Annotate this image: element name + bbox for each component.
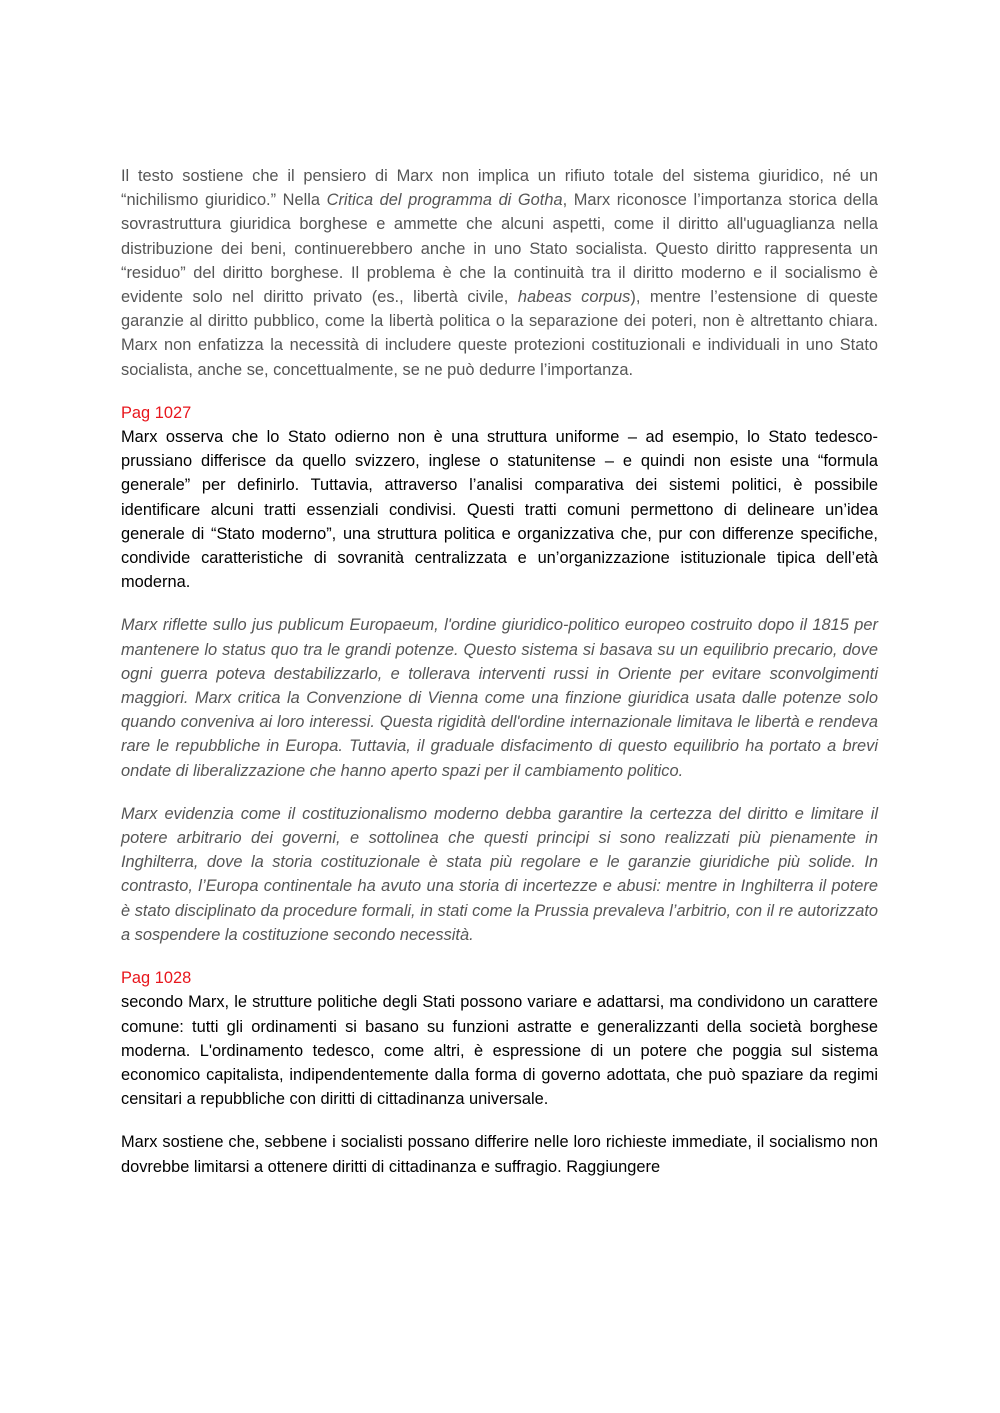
paragraph-modern-state: Marx osserva che lo Stato odierno non è una struttura uniforme – ad esempio, lo Stato tedesco-prussiano differisce da quello svizzero, inglese o statunitense – e quindi non esiste una “formula generale” per definirlo. Tuttavia, attraverso l’analisi comparativa dei sistemi politici, è possibile identificare alcuni tratti essenziali condivisi. Questi tratti comuni permettono di delineare un’idea generale di “Stato moderno”, una struttura politica e organizzativa che, pur con differenze specifiche, condivide caratteristiche di sovranità centralizzata e un’organizzazione istituzionale tipica dell’età moderna. [121, 428, 878, 592]
spacer [121, 382, 878, 401]
page-label-1027: Pag 1027 [121, 403, 192, 422]
paragraph-marx-legal-nihilism [121, 164, 878, 382]
paragraph-1-part-2: , Marx riconosce l’importanza storica della sovrastruttura giuridica borghese e ammette che alcuni aspetti, come il diritto all'uguaglianza nella distribuzione dei beni, continuerebbero anche in uno Stato socialista. Questo diritto rappresenta un “residuo” del diritto borghese. Il problema è che la continuità tra il diritto moderno e il socialismo è evidente solo nel diritto privato (es., libertà civile, [121, 191, 879, 307]
document-page [121, 164, 878, 1179]
paragraph-1-part-3: ), mentre l’estensione di queste garanzie al diritto pubblico, come la libertà politica o la separazione dei poteri, non è altrettanto chiara. Marx non enfatizza la necessità di includere queste protezioni costituzionali e individuali in uno Stato socialista, anche se, concettualmente, se ne può dedurre l’importanza. [121, 288, 878, 379]
spacer [121, 1111, 878, 1130]
gotha-title: Critica del programma di Gotha [326, 191, 563, 210]
spacer [121, 783, 878, 802]
spacer [121, 594, 878, 613]
habeas-corpus-term: habeas corpus [517, 288, 631, 307]
paragraph-socialism-demands: Marx sostiene che, sebbene i socialisti possano differire nelle loro richieste immediate, il socialismo non dovrebbe limitarsi a ottenere diritti di cittadinanza e suffragio. Raggiungere [121, 1133, 878, 1176]
page-label-1028: Pag 1028 [121, 969, 192, 988]
paragraph-1-part-1: Il testo sostiene che il pensiero di Marx non implica un rifiuto totale del sistema giuridico, né un “nichilismo giuridico.” Nella [121, 167, 878, 210]
spacer [121, 947, 878, 966]
paragraph-jus-publicum: Marx riflette sullo jus publicum Europaeum, l'ordine giuridico-politico europeo costruito dopo il 1815 per mantenere lo status quo tra le grandi potenze. Questo sistema si basava su un equilibrio precario, dove ogni guerra poteva destabilizzarlo, e tollerava interventi russi in Oriente per evitare sconvolgimenti maggiori. Marx critica la Convenzione di Vienna come una finzione giuridica usata dalle potenze solo quando conveniva ai loro interessi. Questa rigidità dell'ordine internazionale limitava le libertà e rendeva rare le repubbliche in Europa. Tuttavia, il graduale disfacimento di questo equilibrio ha portato a brevi ondate di liberalizzazione che hanno aperto spazi per il cambiamento politico. [121, 616, 878, 780]
paragraph-constitutionalism: Marx evidenzia come il costituzionalismo moderno debba garantire la certezza del diritto e limitare il potere arbitrario dei governi, e sottolinea che questi principi si sono realizzati più pienamente in Inghilterra, dove la storia costituzionale è stata più regolare e le garanzie giuridiche più solide. In contrasto, l’Europa continentale ha avuto una storia di incertezze e abusi: mentre in Inghilterra il potere è stato disciplinato da procedure formali, in stati come la Prussia prevaleva l’arbitrio, con il re autorizzato a sospendere la costituzione secondo necessità. [121, 804, 878, 944]
paragraph-political-structures: secondo Marx, le strutture politiche degli Stati possono variare e adattarsi, ma condividono un carattere comune: tutti gli ordinamenti si basano su funzioni astratte e generalizzanti della società borghese moderna. L'ordinamento tedesco, come altri, è espressione di un potere che poggia sul sistema economico capitalista, indipendentemente dalla forma di governo adottata, che può spaziare da regimi censitari a repubbliche con diritti di cittadinanza universale. [121, 993, 878, 1109]
